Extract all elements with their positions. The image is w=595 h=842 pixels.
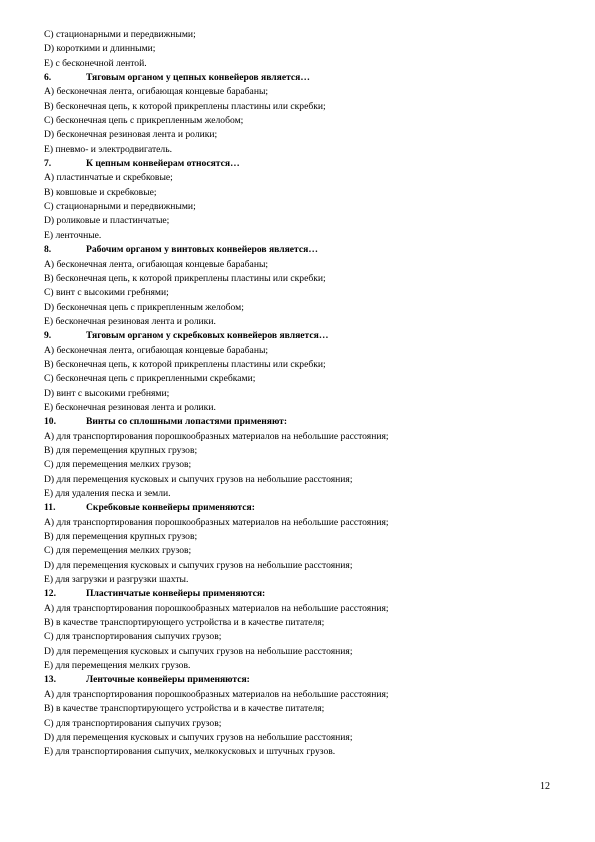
- answer-option: С) для транспортирования сыпучих грузов;: [44, 717, 222, 729]
- question-number: 8.: [44, 244, 52, 256]
- answer-option: С) бесконечная цепь с прикрепленными скребками;: [44, 373, 256, 385]
- question-number: 7.: [44, 158, 52, 170]
- answer-option: С) бесконечная цепь с прикрепленным желобом;: [44, 115, 244, 127]
- answer-option: С) винт с высокими гребнями;: [44, 287, 169, 299]
- question-text: Скребковые конвейеры применяются:: [86, 502, 255, 514]
- question-heading: [44, 71, 564, 85]
- answer-option: С) для перемещения мелких грузов;: [44, 459, 192, 471]
- answer-option: D) для перемещения кусковых и сыпучих грузов на небольшие расстояния;: [44, 559, 353, 571]
- answer-option: А) для транспортирования порошкообразных материалов на небольшие расстояния;: [44, 688, 389, 700]
- question-heading: [44, 329, 564, 343]
- question-heading: [44, 157, 564, 171]
- answer-option: D) роликовые и пластинчатые;: [44, 215, 170, 227]
- answer-option: В) для перемещения крупных грузов;: [44, 444, 198, 456]
- question-number: 12.: [44, 588, 56, 600]
- answer-option: D) для перемещения кусковых и сыпучих грузов на небольшие расстояния;: [44, 731, 353, 743]
- answer-option: В) в качестве транспортирующего устройства и в качестве питателя;: [44, 703, 325, 715]
- answer-option: D) винт с высокими гребнями;: [44, 387, 170, 399]
- answer-option: E) с бесконечной лентой.: [44, 57, 147, 69]
- question-heading: [44, 501, 564, 515]
- question-heading: [44, 415, 564, 429]
- answer-option: E) для загрузки и разгрузки шахты.: [44, 574, 189, 586]
- answer-option: А) для транспортирования порошкообразных материалов на небольшие расстояния;: [44, 516, 389, 528]
- answer-option: А) бесконечная лента, огибающая концевые барабаны;: [44, 258, 269, 270]
- question-number: 11.: [44, 502, 56, 514]
- question-number: 9.: [44, 330, 52, 342]
- question-heading: [44, 673, 564, 687]
- page-number: 12: [540, 781, 550, 792]
- question-heading: [44, 243, 564, 257]
- answer-option: E) для удаления песка и земли.: [44, 488, 171, 499]
- answer-option: D) для перемещения кусковых и сыпучих грузов на небольшие расстояния;: [44, 645, 353, 657]
- answer-option: D) для перемещения кусковых и сыпучих грузов на небольшие расстояния;: [44, 473, 353, 485]
- question-text: Рабочим органом у винтовых конвейеров является…: [86, 244, 318, 256]
- answer-option: А) бесконечная лента, огибающая концевые барабаны;: [44, 344, 269, 356]
- answer-option: В) бесконечная цепь, к которой прикреплены пластины или скребки;: [44, 358, 326, 370]
- question-text: Тяговым органом у скребковых конвейеров является…: [86, 330, 329, 342]
- answer-option: В) бесконечная цепь, к которой прикреплены пластины или скребки;: [44, 100, 326, 112]
- answer-option: С) стационарными и передвижными;: [44, 29, 196, 40]
- question-text: К цепным конвейерам относятся…: [86, 158, 240, 170]
- answer-option: В) ковшовые и скребковые;: [44, 186, 157, 198]
- answer-option: А) для транспортирования порошкообразных материалов на небольшие расстояния;: [44, 602, 389, 614]
- answer-option: С) для перемещения мелких грузов;: [44, 545, 192, 557]
- question-heading: [44, 587, 564, 601]
- answer-option: В) в качестве транспортирующего устройства и в качестве питателя;: [44, 617, 325, 629]
- question-text: Ленточные конвейеры применяются:: [86, 674, 250, 686]
- answer-option: А) бесконечная лента, огибающая концевые барабаны;: [44, 86, 269, 98]
- answer-option: E) бесконечная резиновая лента и ролики.: [44, 401, 216, 413]
- answer-option: E) пневмо- и электродвигатель.: [44, 143, 172, 155]
- answer-option: С) для транспортирования сыпучих грузов;: [44, 631, 222, 643]
- answer-option: D) короткими и длинными;: [44, 43, 156, 55]
- question-list: [44, 28, 564, 760]
- question-text: Пластинчатые конвейеры применяются:: [86, 588, 266, 600]
- answer-option: D) бесконечная резиновая лента и ролики;: [44, 129, 218, 141]
- answer-option: E) для перемещения мелких грузов.: [44, 660, 191, 672]
- answer-option: E) для транспортирования сыпучих, мелкокусковых и штучных грузов.: [44, 746, 336, 758]
- question-text: Винты со сплошными лопастями применяют:: [86, 416, 288, 428]
- question-number: 6.: [44, 72, 52, 84]
- answer-option: А) пластинчатые и скребковые;: [44, 172, 173, 184]
- question-text: Тяговым органом у цепных конвейеров является…: [86, 72, 310, 84]
- answer-option: А) для транспортирования порошкообразных материалов на небольшие расстояния;: [44, 430, 389, 442]
- answer-option: В) бесконечная цепь, к которой прикреплены пластины или скребки;: [44, 272, 326, 284]
- answer-option: В) для перемещения крупных грузов;: [44, 531, 198, 543]
- answer-option: С) стационарными и передвижными;: [44, 201, 196, 213]
- answer-option: E) ленточные.: [44, 229, 102, 241]
- answer-option: D) бесконечная цепь с прикрепленным желобом;: [44, 301, 244, 313]
- question-number: 13.: [44, 674, 56, 686]
- answer-option: E) бесконечная резиновая лента и ролики.: [44, 315, 216, 327]
- question-number: 10.: [44, 416, 56, 428]
